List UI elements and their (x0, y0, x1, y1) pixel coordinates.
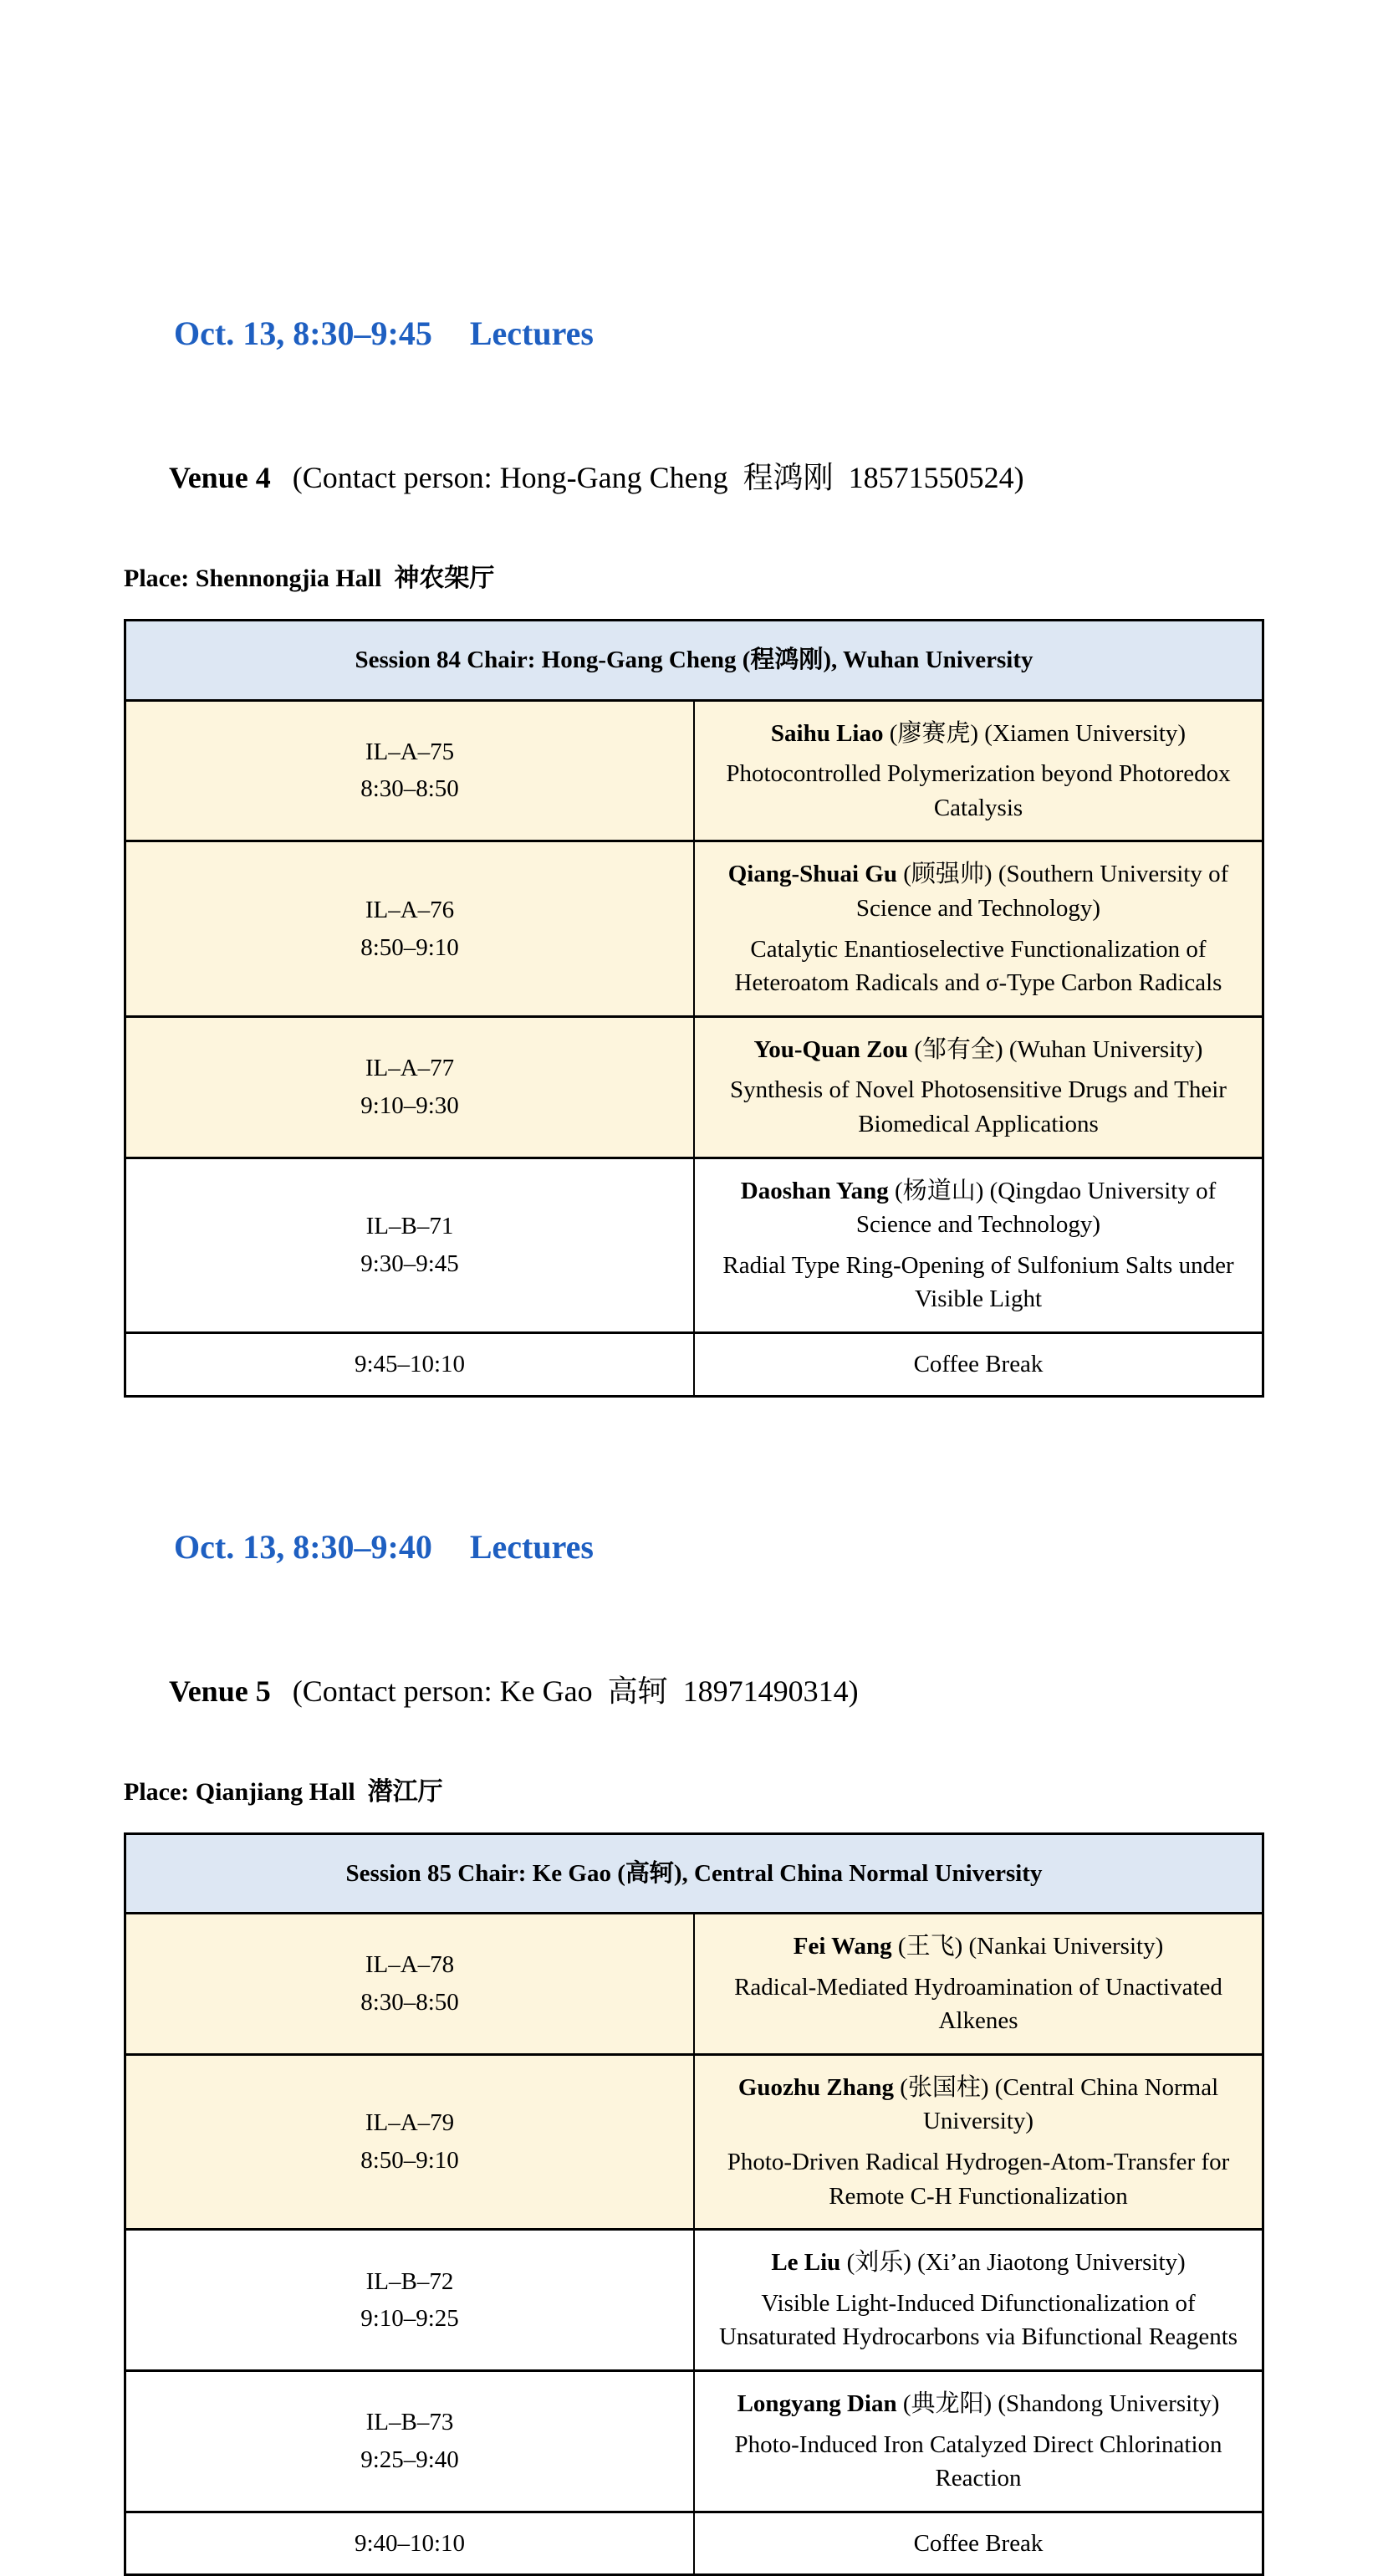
speaker-line (713, 1174, 1243, 1242)
speaker-name: Saihu Liao (771, 720, 884, 747)
schedule-table-venue-5 (124, 1832, 1264, 2576)
talk-id: IL–B–73 (130, 2405, 690, 2440)
venue-line (124, 1633, 1264, 1745)
table-row (125, 1016, 1263, 1158)
speaker-affiliation: (典龙阳) (Shandong University) (897, 2390, 1220, 2417)
section-heading (124, 274, 1264, 392)
venue-line (124, 419, 1264, 532)
speaker-name: Qiang-Shuai Gu (728, 861, 897, 887)
talk-time: 9:30–9:45 (130, 1247, 690, 1281)
slot-cell (125, 2230, 695, 2371)
venue-contact: (Contact person: Hong-Gang Cheng 程鸿刚 18571550524) (293, 461, 1024, 494)
speaker-line (713, 857, 1243, 925)
speaker-name: Le Liu (771, 2249, 840, 2276)
section-heading (124, 1488, 1264, 1606)
speaker-name: Longyang Dian (737, 2390, 897, 2417)
speaker-line (713, 1033, 1243, 1067)
talk-id: IL–A–76 (130, 893, 690, 928)
table-row (125, 1158, 1263, 1332)
slot-cell (125, 1016, 695, 1158)
speaker-line (713, 2246, 1243, 2280)
table-row (125, 1914, 1263, 2055)
talk-id: IL–A–79 (130, 2106, 690, 2140)
slot-cell (125, 2054, 695, 2229)
table-row (125, 700, 1263, 841)
talk-title: Photocontrolled Polymerization beyond Photoredox Catalysis (713, 757, 1243, 825)
schedule-table-venue-4 (124, 619, 1264, 1398)
break-label-cell: Coffee Break (694, 1332, 1263, 1396)
table-row (125, 2054, 1263, 2229)
speaker-name: You-Quan Zou (754, 1036, 909, 1063)
talk-title: Photo-Induced Iron Catalyzed Direct Chlorination Reaction (713, 2428, 1243, 2496)
heading-datetime: Oct. 13, 8:30–9:45 (174, 314, 432, 352)
talk-title: Radical-Mediated Hydroamination of Unactivated Alkenes (713, 1970, 1243, 2038)
talk-cell (694, 1914, 1263, 2055)
session-header-row (125, 621, 1263, 701)
speaker-name: Guozhu Zhang (738, 2074, 894, 2101)
place-line: Place: Shennongjia Hall 神农架厅 (124, 557, 1264, 594)
speaker-line (713, 2387, 1243, 2421)
place-line: Place: Qianjiang Hall 潜江厅 (124, 1771, 1264, 1807)
talk-cell (694, 700, 1263, 841)
venue-name: Venue 4 (169, 461, 271, 494)
talk-cell (694, 2230, 1263, 2371)
section-venue-5 (124, 1488, 1264, 2576)
slot-cell (125, 2371, 695, 2512)
section-venue-4 (124, 274, 1264, 1398)
speaker-line (713, 1929, 1243, 1964)
speaker-affiliation: (邹有全) (Wuhan University) (908, 1036, 1202, 1063)
speaker-affiliation: (张国柱) (Central China Normal University) (894, 2074, 1218, 2135)
speaker-affiliation: (廖赛虎) (Xiamen University) (883, 720, 1186, 747)
slot-cell (125, 1914, 695, 2055)
talk-time: 8:50–9:10 (130, 2144, 690, 2178)
speaker-line (713, 2071, 1243, 2139)
venue-contact: (Contact person: Ke Gao 高轲 18971490314) (293, 1674, 859, 1708)
heading-datetime: Oct. 13, 8:30–9:40 (174, 1528, 432, 1566)
slot-cell (125, 700, 695, 841)
talk-time: 8:50–9:10 (130, 931, 690, 965)
slot-cell (125, 1158, 695, 1332)
talk-cell (694, 1016, 1263, 1158)
coffee-break-row (125, 2512, 1263, 2575)
table-row (125, 2371, 1263, 2512)
speaker-affiliation: (顾强帅) (Southern University of Science and Technology) (856, 861, 1228, 922)
speaker-affiliation: (王飞) (Nankai University) (892, 1933, 1164, 1960)
table-row (125, 841, 1263, 1016)
speaker-name: Fei Wang (794, 1933, 892, 1960)
talk-cell (694, 1158, 1263, 1332)
talk-title: Catalytic Enantioselective Functionalization of Heteroatom Radicals and σ-Type Carbon Radicals (713, 933, 1243, 1000)
talk-cell (694, 2054, 1263, 2229)
slot-cell (125, 841, 695, 1016)
talk-title: Photo-Driven Radical Hydrogen-Atom-Transfer for Remote C-H Functionalization (713, 2145, 1243, 2213)
talk-cell (694, 841, 1263, 1016)
break-label-cell: Coffee Break (694, 2512, 1263, 2575)
talk-id: IL–B–72 (130, 2265, 690, 2299)
break-time-cell: 9:45–10:10 (125, 1332, 695, 1396)
heading-label: Lectures (470, 314, 594, 352)
talk-time: 9:25–9:40 (130, 2443, 690, 2477)
talk-id: IL–A–78 (130, 1948, 690, 1982)
talk-cell (694, 2371, 1263, 2512)
coffee-break-row (125, 1332, 1263, 1396)
talk-id: IL–A–77 (130, 1051, 690, 1086)
speaker-name: Daoshan Yang (741, 1178, 889, 1204)
talk-time: 9:10–9:25 (130, 2302, 690, 2336)
session-header-cell: Session 85 Chair: Ke Gao (高轲), Central China Normal University (125, 1833, 1263, 1914)
venue-name: Venue 5 (169, 1674, 271, 1708)
speaker-affiliation: (杨道山) (Qingdao University of Science and Technology) (856, 1178, 1216, 1239)
session-header-row (125, 1833, 1263, 1914)
speaker-line (713, 717, 1243, 751)
session-header-cell: Session 84 Chair: Hong-Gang Cheng (程鸿刚), Wuhan University (125, 621, 1263, 701)
talk-time: 9:10–9:30 (130, 1089, 690, 1123)
break-time-cell: 9:40–10:10 (125, 2512, 695, 2575)
talk-title: Visible Light-Induced Difunctionalization of Unsaturated Hydrocarbons via Bifunctional Reagents (713, 2287, 1243, 2354)
talk-title: Synthesis of Novel Photosensitive Drugs and Their Biomedical Applications (713, 1073, 1243, 1141)
table-row (125, 2230, 1263, 2371)
speaker-affiliation: (刘乐) (Xi’an Jiaotong University) (840, 2249, 1185, 2276)
heading-label: Lectures (470, 1528, 594, 1566)
talk-title: Radial Type Ring-Opening of Sulfonium Salts under Visible Light (713, 1249, 1243, 1316)
talk-id: IL–A–75 (130, 735, 690, 769)
talk-time: 8:30–8:50 (130, 772, 690, 806)
talk-time: 8:30–8:50 (130, 1986, 690, 2020)
talk-id: IL–B–71 (130, 1209, 690, 1244)
